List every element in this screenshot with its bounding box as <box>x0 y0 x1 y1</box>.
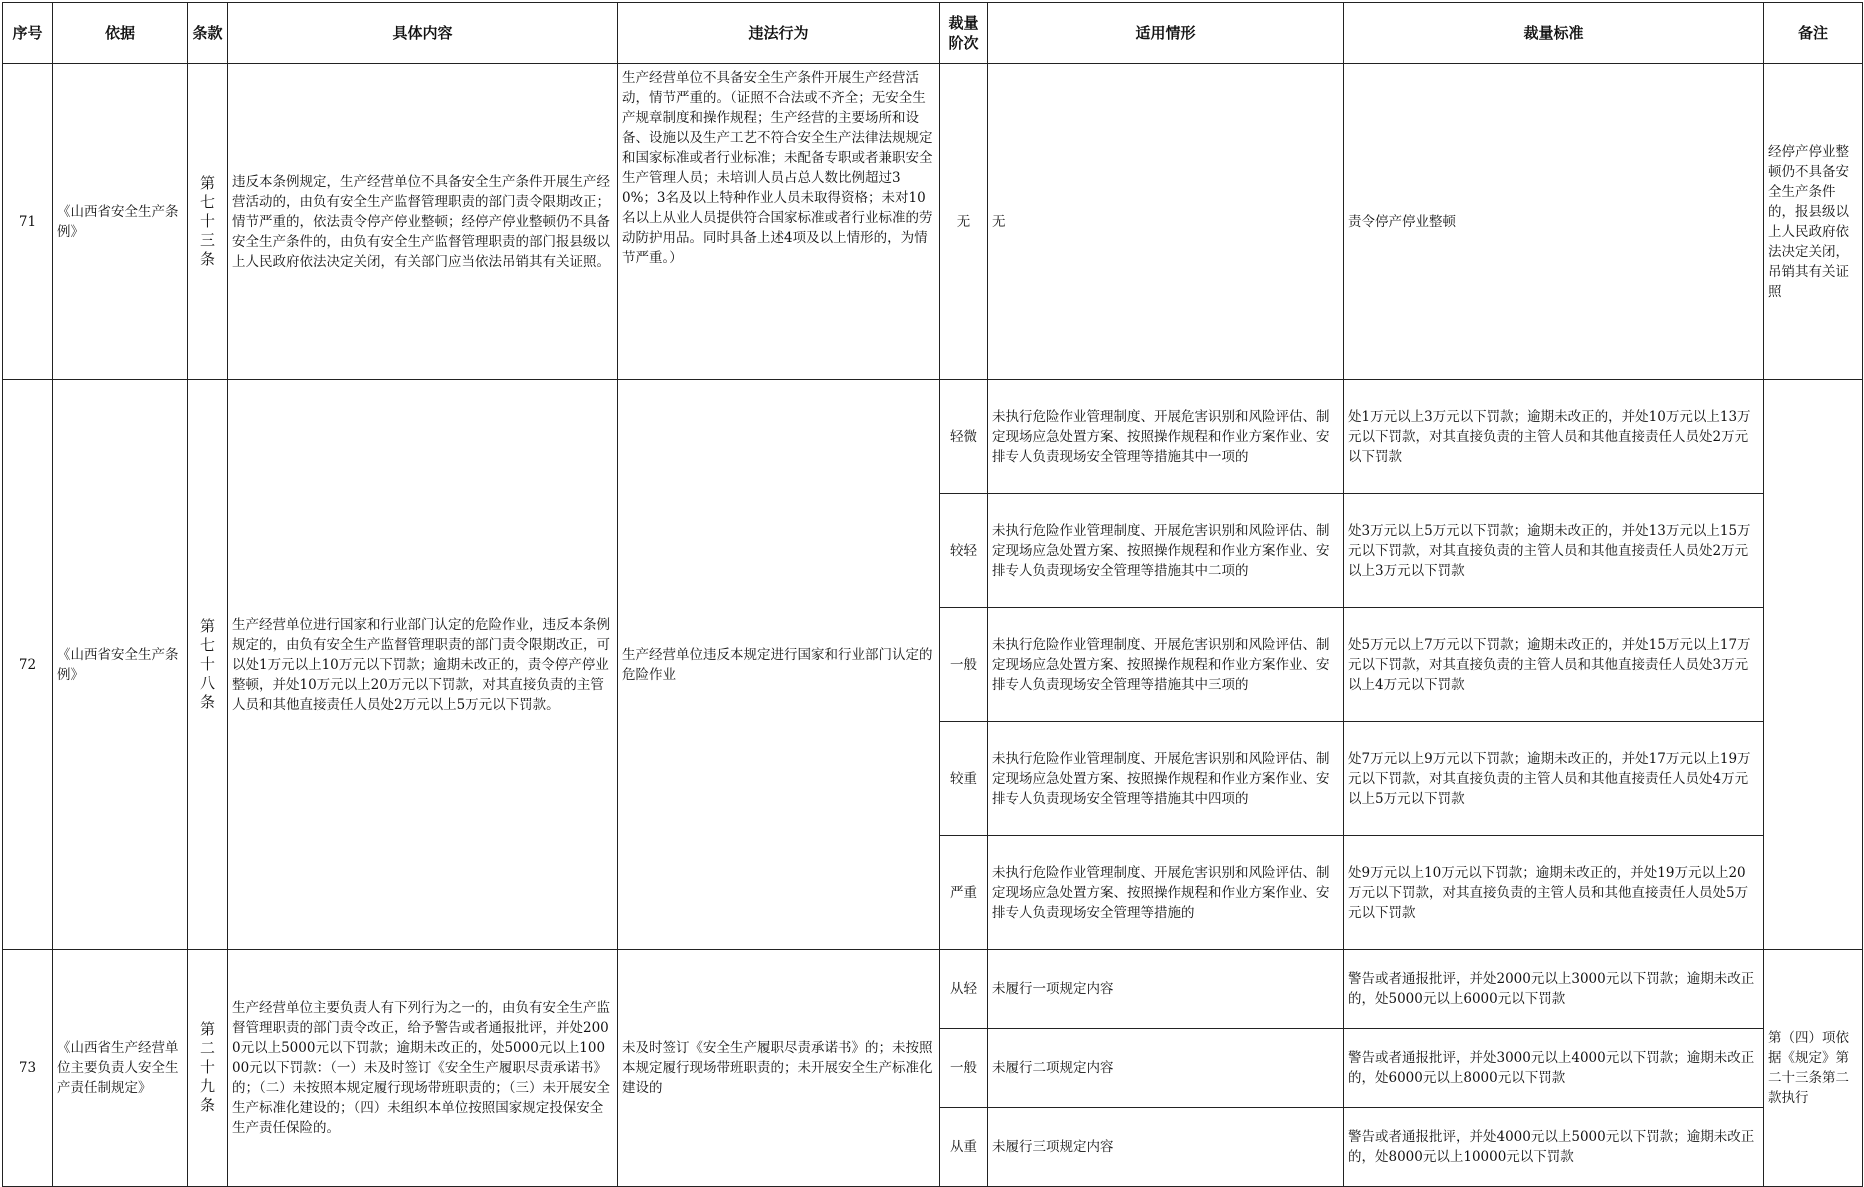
row-level: 较重 <box>940 722 988 836</box>
row-article: 第七十三条 <box>188 64 228 380</box>
row-standard: 处3万元以上5万元以下罚款；逾期未改正的，并处13万元以上15万元以下罚款，对其直接负责的主管人员和其他直接责任人员处2万元以上3万元以下罚款 <box>1344 494 1764 608</box>
row-level: 一般 <box>940 1029 988 1108</box>
row-violation: 未及时签订《安全生产履职尽责承诺书》的；未按照本规定履行现场带班职责的；未开展安全生产标准化建设的 <box>618 950 940 1187</box>
row-standard: 责令停产停业整顿 <box>1344 64 1764 380</box>
row-level: 从重 <box>940 1108 988 1187</box>
row-situation: 未履行三项规定内容 <box>988 1108 1344 1187</box>
header-remark: 备注 <box>1764 3 1863 64</box>
row-violation: 生产经营单位不具备安全生产条件开展生产经营活动，情节严重的。（证照不合法或不齐全；无安全生产规章制度和操作规程；生产经营的主要场所和设备、设施以及生产工艺不符合安全生产法律法规规定和国家标准或者行业标准；未配备专职或者兼职安全生产管理人员；未培训人员占总人数比例超过30%；3名及以上特种作业人员未取得资格；未对10名以上从业人员提供符合国家标准或者行业标准的劳动防护用品。同时具备上述4项及以上情形的，为情节严重。） <box>618 64 940 380</box>
header-violation: 违法行为 <box>618 3 940 64</box>
row-level: 一般 <box>940 608 988 722</box>
row-standard: 处1万元以上3万元以下罚款；逾期未改正的，并处10万元以上13万元以下罚款，对其直接负责的主管人员和其他直接责任人员处2万元以下罚款 <box>1344 380 1764 494</box>
row-no: 72 <box>3 380 53 950</box>
row-standard: 警告或者通报批评，并处3000元以上4000元以下罚款；逾期未改正的，处6000元以上8000元以下罚款 <box>1344 1029 1764 1108</box>
header-row <box>3 3 1863 64</box>
row-article: 第七十八条 <box>188 380 228 950</box>
table-row <box>3 950 1863 1029</box>
row-standard: 处9万元以上10万元以下罚款；逾期未改正的，并处19万元以上20万元以下罚款，对其直接负责的主管人员和其他直接责任人员处5万元以下罚款 <box>1344 836 1764 950</box>
header-content: 具体内容 <box>228 3 618 64</box>
table-row <box>3 64 1863 380</box>
row-situation: 未执行危险作业管理制度、开展危害识别和风险评估、制定现场应急处置方案、按照操作规程和作业方案作业、安排专人负责现场安全管理等措施其中一项的 <box>988 380 1344 494</box>
row-violation: 生产经营单位违反本规定进行国家和行业部门认定的危险作业 <box>618 380 940 950</box>
header-situation: 适用情形 <box>988 3 1344 64</box>
row-content: 生产经营单位进行国家和行业部门认定的危险作业，违反本条例规定的，由负有安全生产监督管理职责的部门责令限期改正，可以处1万元以上10万元以下罚款；逾期未改正的，责令停产停业整顿，并处10万元以上20万元以下罚款，对其直接负责的主管人员和其他直接责任人员处2万元以上5万元以下罚款。 <box>228 380 618 950</box>
row-situation: 无 <box>988 64 1344 380</box>
row-level: 较轻 <box>940 494 988 608</box>
header-level: 裁量阶次 <box>940 3 988 64</box>
row-situation: 未执行危险作业管理制度、开展危害识别和风险评估、制定现场应急处置方案、按照操作规程和作业方案作业、安排专人负责现场安全管理等措施的 <box>988 836 1344 950</box>
row-basis: 《山西省安全生产条例》 <box>53 380 188 950</box>
row-standard: 处7万元以上9万元以下罚款；逾期未改正的，并处17万元以上19万元以下罚款，对其直接负责的主管人员和其他直接责任人员处4万元以上5万元以下罚款 <box>1344 722 1764 836</box>
row-no: 73 <box>3 950 53 1187</box>
row-level: 严重 <box>940 836 988 950</box>
row-situation: 未执行危险作业管理制度、开展危害识别和风险评估、制定现场应急处置方案、按照操作规程和作业方案作业、安排专人负责现场安全管理等措施其中四项的 <box>988 722 1344 836</box>
row-level: 无 <box>940 64 988 380</box>
header-article: 条款 <box>188 3 228 64</box>
row-level: 从轻 <box>940 950 988 1029</box>
row-basis: 《山西省生产经营单位主要负责人安全生产责任制规定》 <box>53 950 188 1187</box>
row-basis: 《山西省安全生产条例》 <box>53 64 188 380</box>
row-situation: 未履行一项规定内容 <box>988 950 1344 1029</box>
header-basis: 依据 <box>53 3 188 64</box>
row-no: 71 <box>3 64 53 380</box>
row-situation: 未执行危险作业管理制度、开展危害识别和风险评估、制定现场应急处置方案、按照操作规程和作业方案作业、安排专人负责现场安全管理等措施其中三项的 <box>988 608 1344 722</box>
row-level: 轻微 <box>940 380 988 494</box>
header-no: 序号 <box>3 3 53 64</box>
row-content: 生产经营单位主要负责人有下列行为之一的，由负有安全生产监督管理职责的部门责令改正，给予警告或者通报批评，并处2000元以上5000元以下罚款；逾期未改正的，处5000元以上10000元以下罚款：（一）未及时签订《安全生产履职尽责承诺书》的；（二）未按照本规定履行现场带班职责的；（三）未开展安全生产标准化建设的；（四）未组织本单位按照国家规定投保安全生产责任保险的。 <box>228 950 618 1187</box>
row-remark <box>1764 380 1863 950</box>
row-standard: 警告或者通报批评，并处4000元以上5000元以下罚款；逾期未改正的，处8000元以上10000元以下罚款 <box>1344 1108 1764 1187</box>
row-standard: 警告或者通报批评，并处2000元以上3000元以下罚款；逾期未改正的，处5000元以上6000元以下罚款 <box>1344 950 1764 1029</box>
discretion-table <box>2 2 1863 1187</box>
penalty-discretion-sheet <box>2 2 1862 1165</box>
header-standard: 裁量标准 <box>1344 3 1764 64</box>
row-situation: 未执行危险作业管理制度、开展危害识别和风险评估、制定现场应急处置方案、按照操作规程和作业方案作业、安排专人负责现场安全管理等措施其中二项的 <box>988 494 1344 608</box>
table-row <box>3 380 1863 494</box>
row-remark: 第（四）项依据《规定》第二十三条第二款执行 <box>1764 950 1863 1187</box>
row-content: 违反本条例规定，生产经营单位不具备安全生产条件开展生产经营活动的，由负有安全生产监督管理职责的部门责令限期改正；情节严重的，依法责令停产停业整顿；经停产停业整顿仍不具备安全生产条件的，由负有安全生产监督管理职责的部门报县级以上人民政府依法决定关闭，有关部门应当依法吊销其有关证照。 <box>228 64 618 380</box>
row-remark: 经停产停业整顿仍不具备安全生产条件的，报县级以上人民政府依法决定关闭，吊销其有关证照 <box>1764 64 1863 380</box>
row-article: 第二十九条 <box>188 950 228 1187</box>
row-standard: 处5万元以上7万元以下罚款；逾期未改正的，并处15万元以上17万元以下罚款，对其直接负责的主管人员和其他直接责任人员处3万元以上4万元以下罚款 <box>1344 608 1764 722</box>
row-situation: 未履行二项规定内容 <box>988 1029 1344 1108</box>
